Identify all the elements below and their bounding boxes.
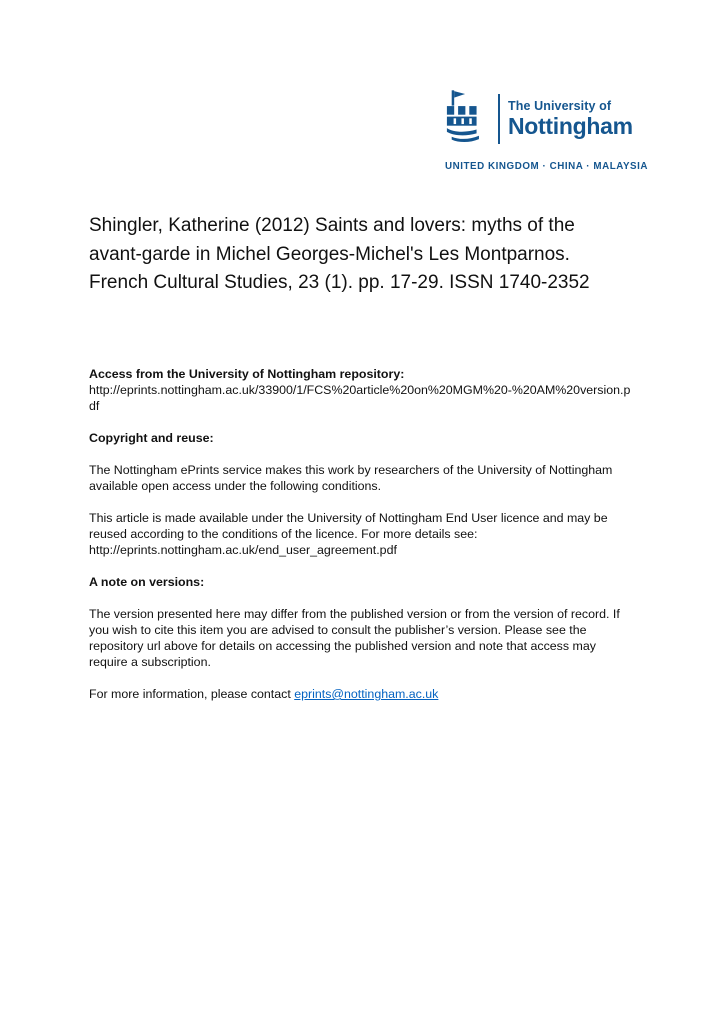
copyright-paragraph-2 — [89, 510, 637, 558]
contact-email-link[interactable]: eprints@nottingham.ac.uk — [294, 687, 439, 701]
copyright-heading: Copyright and reuse: — [89, 431, 214, 445]
access-heading: Access from the University of Nottingham repository: — [89, 367, 405, 381]
contact-prefix: For more information, please contact — [89, 687, 295, 701]
body-text — [89, 366, 637, 718]
logo-row — [445, 90, 635, 148]
logo-tagline: UNITED KINGDOM · CHINA · MALAYSIA — [445, 161, 649, 172]
copyright-paragraph-2-text: This article is made available under the University of Nottingham End User licence and may be reused according to the conditions of the licence. For more details see: — [89, 511, 608, 541]
versions-paragraph: The version presented here may differ from the published version or from the version of record. If you wish to cite this item you are advised to consult the publisher’s version. Please see the repository url above for details on accessing the published version and note that access may require a subscription. — [89, 607, 620, 669]
logo-divider — [498, 94, 500, 144]
university-logo — [445, 90, 649, 172]
logo-university-of-label: The University of — [508, 98, 612, 113]
citation-text: Shingler, Katherine (2012) Saints and lovers: myths of the avant-garde in Michel Georges-Michel's Les Montparnos. French Cultural Studies, 23 (1). pp. 17-29. ISSN 1740-2352 — [89, 215, 590, 293]
copyright-paragraph-1: The Nottingham ePrints service makes this work by researchers of the University of Nottingham available open access under the following conditions. — [89, 463, 613, 493]
castle-icon — [445, 90, 489, 148]
licence-url: http://eprints.nottingham.ac.uk/end_user_agreement.pdf — [89, 543, 397, 557]
versions-heading: A note on versions: — [89, 575, 205, 589]
repository-url: http://eprints.nottingham.ac.uk/33900/1/FCS%20article%20on%20MGM%20-%20AM%20version.pdf — [89, 383, 631, 413]
logo-nottingham-label: Nottingham — [508, 112, 633, 139]
contact-line — [89, 686, 637, 702]
logo-wordmark — [508, 100, 633, 138]
